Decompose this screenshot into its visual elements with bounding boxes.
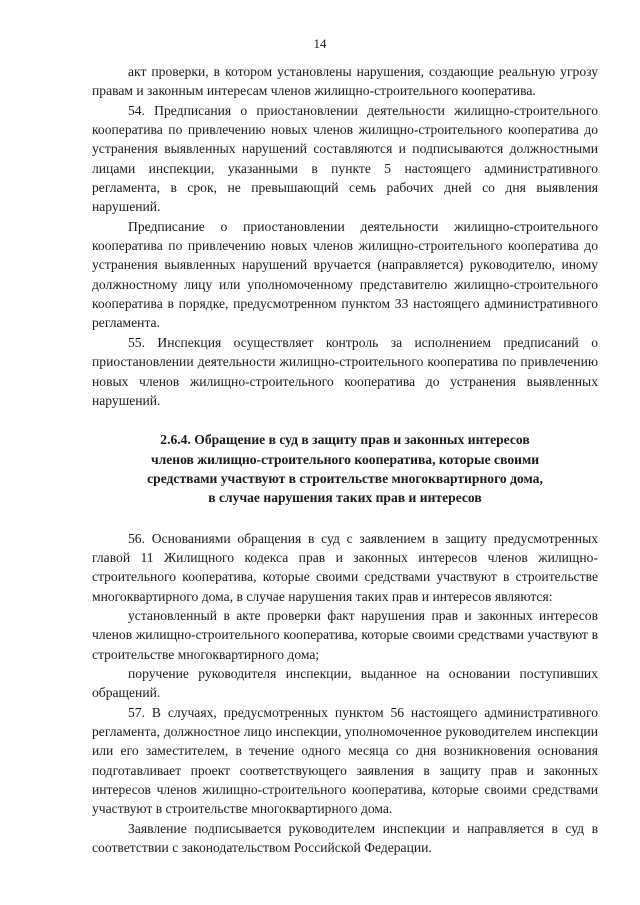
section-heading-line: 2.6.4. Обращение в суд в защиту прав и законных интересов [160, 432, 530, 448]
paragraph-order-delivery: Предписание о приостановлении деятельности жилищно-строительного кооператива по привлечению новых членов жилищно-строительного кооператива до устранения выявленных нарушений вручается (направляется) руководителю, иному должностному лицу или уполномоченному представителю жилищно-строительного кооператива в порядке, предусмотренном пунктом 33 настоящего административного регламента. [92, 218, 598, 331]
paragraph-statement-signing: Заявление подписывается руководителем инспекции и направляется в суд в соответствии с законодательством Российской Федерации. [92, 820, 598, 856]
paragraph-56: 56. Основаниями обращения в суд с заявлением в защиту предусмотренных главой 11 Жилищного кодекса прав и законных интересов членов жилищно-строительного кооператива, которые своими средствами участвуют в строительстве многоквартирного дома, в случае нарушения таких прав и интересов являются: [92, 530, 598, 604]
paragraph-54: 54. Предписания о приостановлении деятельности жилищно-строительного кооператива по привлечению новых членов жилищно-строительного кооператива до устранения выявленных нарушений составляются и подписываются должностными лицами инспекции, указанными в пункте 5 настоящего административного регламента, в срок, не превышающий семь рабочих дней со дня выявления нарушений. [92, 102, 598, 215]
paragraph-act-violations: акт проверки, в котором установлены нарушения, создающие реальную угрозу правам и законным интересам членов жилищно-строительного кооператива. [92, 64, 598, 99]
paragraph-57: 57. В случаях, предусмотренных пунктом 56 настоящего административного регламента, должностное лицо инспекции, уполномоченное руководителем инспекции или его заместителем, в течение одного месяца со дня возникновения основания подготавливает проект соответствующего заявления в защиту прав и законных интересов членов жилищно-строительного кооператива, которые своими средствами участвуют в строительстве многоквартирного дома. [92, 704, 598, 817]
section-heading-line: в случае нарушения таких прав и интересов [208, 490, 482, 506]
section-heading-line: средствами участвуют в строительстве многоквартирного дома, [147, 470, 543, 486]
paragraph-56-ground-instruction: поручение руководителя инспекции, выданное на основании поступивших обращений. [92, 665, 598, 701]
document-body [92, 62, 598, 857]
page-number: 14 [313, 36, 327, 51]
section-heading-2-6-4 [92, 430, 598, 507]
paragraph-56-ground-act: установленный в акте проверки факт нарушения прав и законных интересов членов жилищно-строительного кооператива, которые своими средствами участвуют в строительстве многоквартирного дома; [92, 607, 598, 662]
paragraph-55: 55. Инспекция осуществляет контроль за исполнением предписаний о приостановлении деятельности жилищно-строительного кооператива по привлечению новых членов жилищно-строительного кооператива до устранения выявленных нарушений. [92, 334, 598, 408]
section-heading-line: членов жилищно-строительного кооператива, которые своими [150, 451, 540, 467]
